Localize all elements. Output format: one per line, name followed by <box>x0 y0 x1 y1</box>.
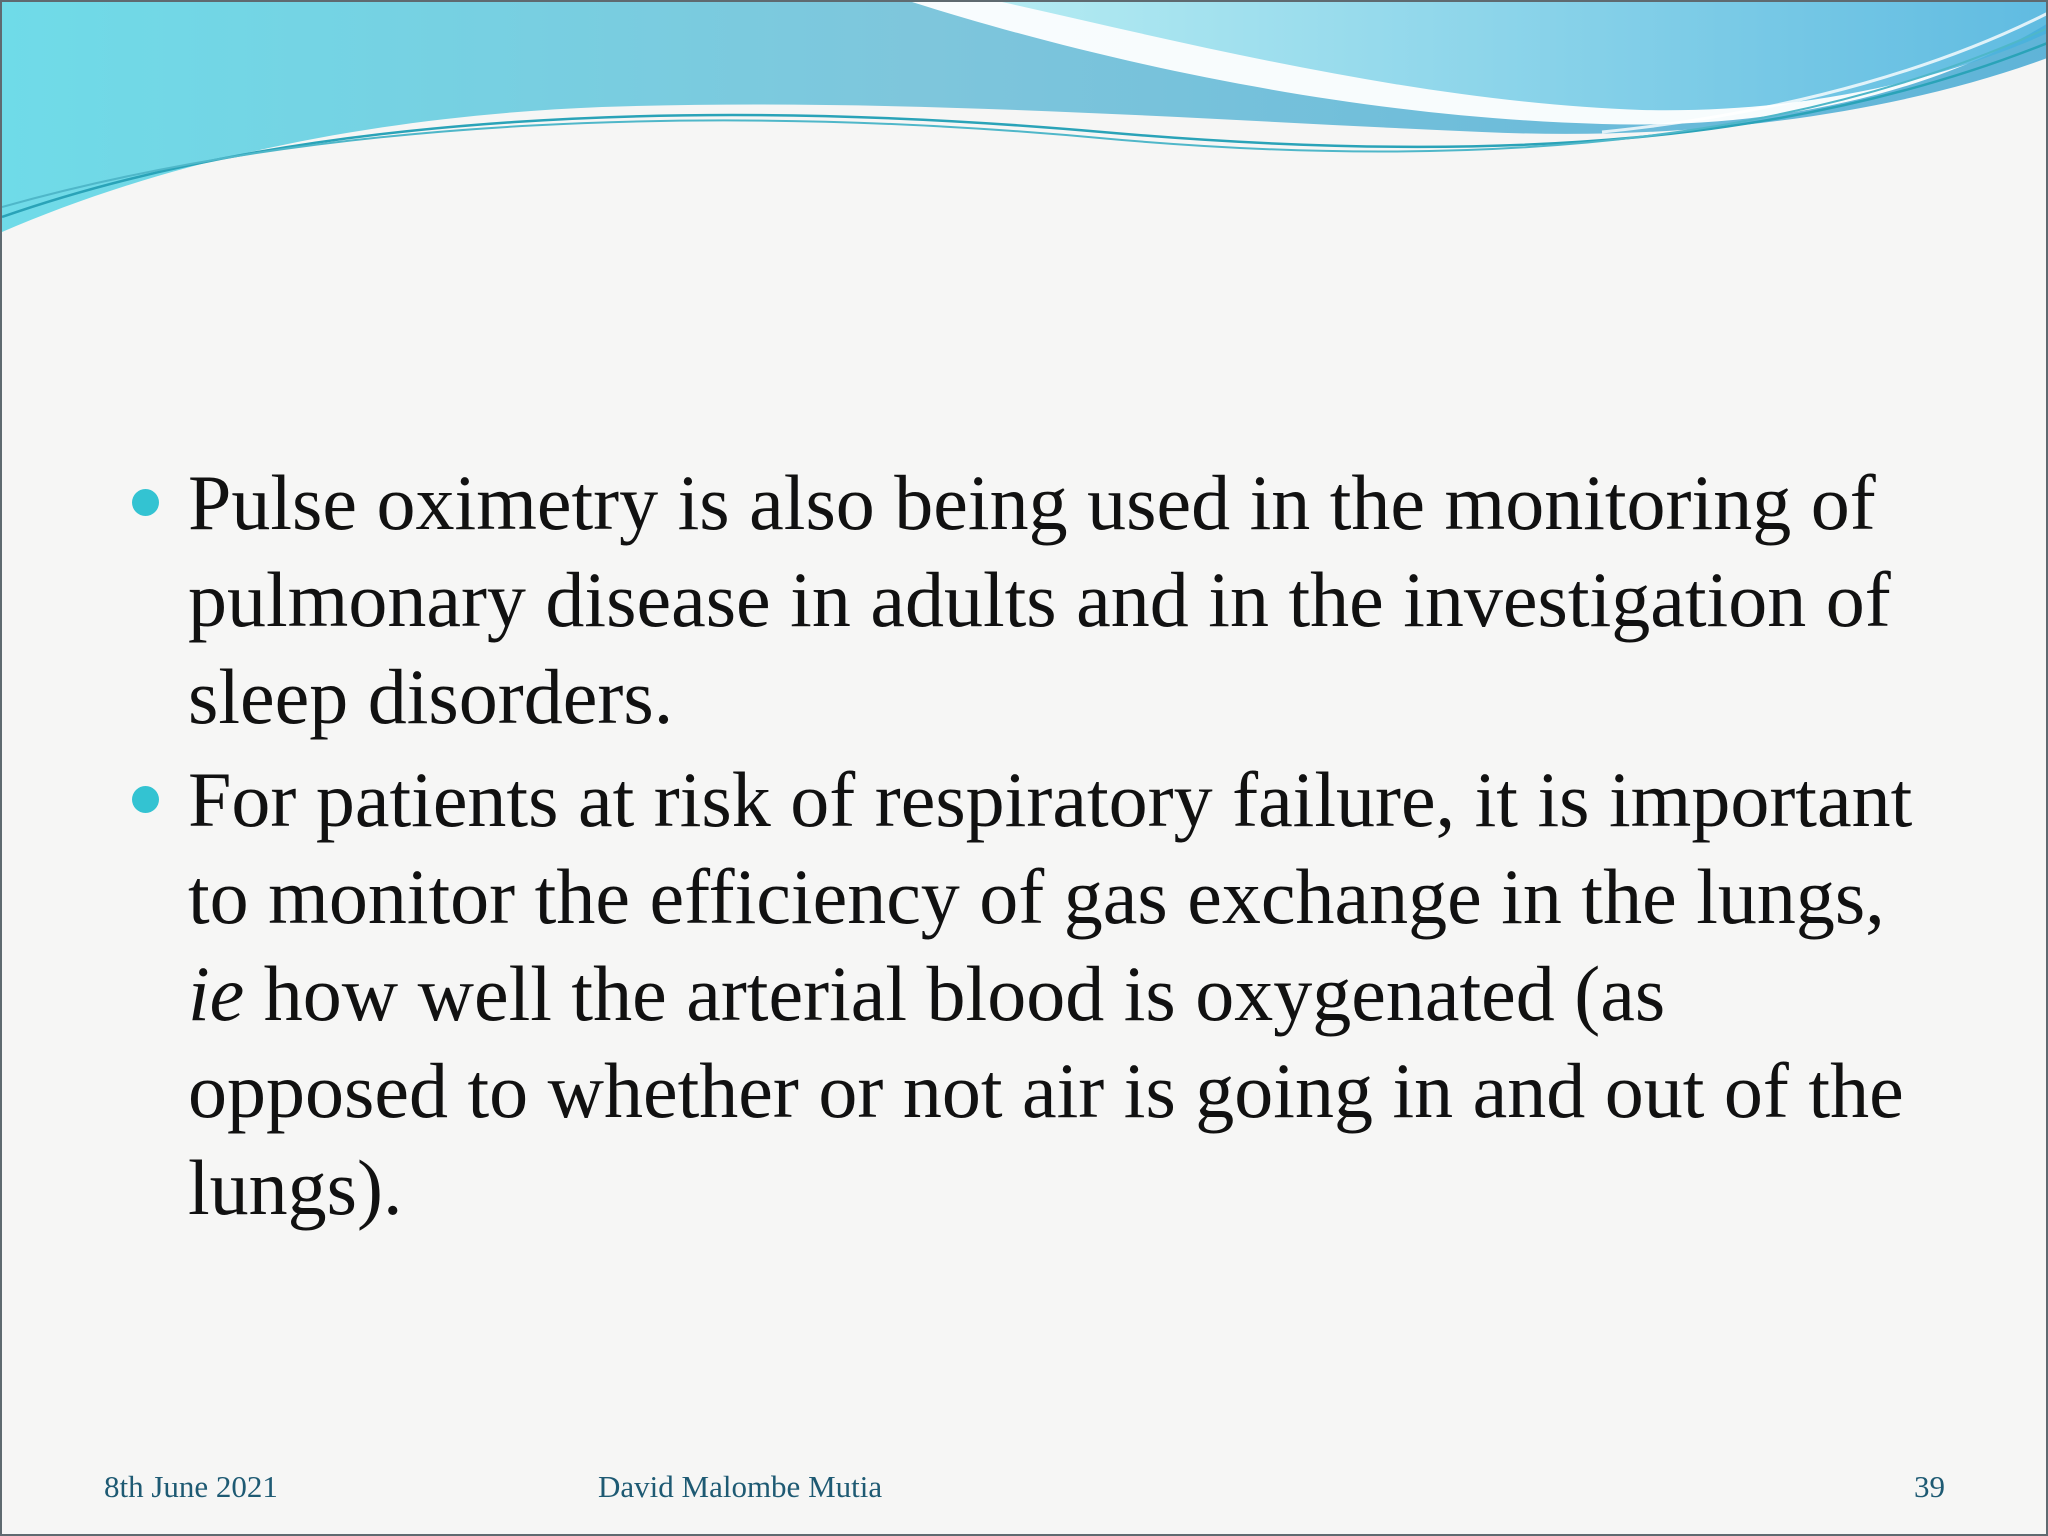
footer-author: David Malombe Mutia <box>598 1469 883 1504</box>
bullet-dot-icon <box>132 489 159 516</box>
bullet-dot-icon <box>132 786 159 813</box>
bullet-text-part: For patients at risk of respiratory failure, it is important to monitor the efficiency of gas exchange in the lungs, <box>188 756 1913 940</box>
bullet-list <box>128 454 1928 1236</box>
bullet-item-respiratory-failure <box>128 751 1928 1236</box>
bullet-item-pulse-oximetry-uses <box>128 454 1928 745</box>
slide-body <box>128 454 1928 1242</box>
header-wave-decoration <box>2 2 2048 242</box>
bullet-text: Pulse oximetry is also being used in the monitoring of pulmonary disease in adults and in the investigation of sleep disorders. <box>188 459 1891 740</box>
bullet-text-italic-ie: ie <box>188 950 245 1037</box>
bullet-text-part: how well the arterial blood is oxygenated (as opposed to whether or not air is going in and out of the lungs). <box>188 950 1904 1231</box>
footer-date: 8th June 2021 <box>104 1469 278 1504</box>
footer-page-number: 39 <box>1914 1469 1945 1504</box>
